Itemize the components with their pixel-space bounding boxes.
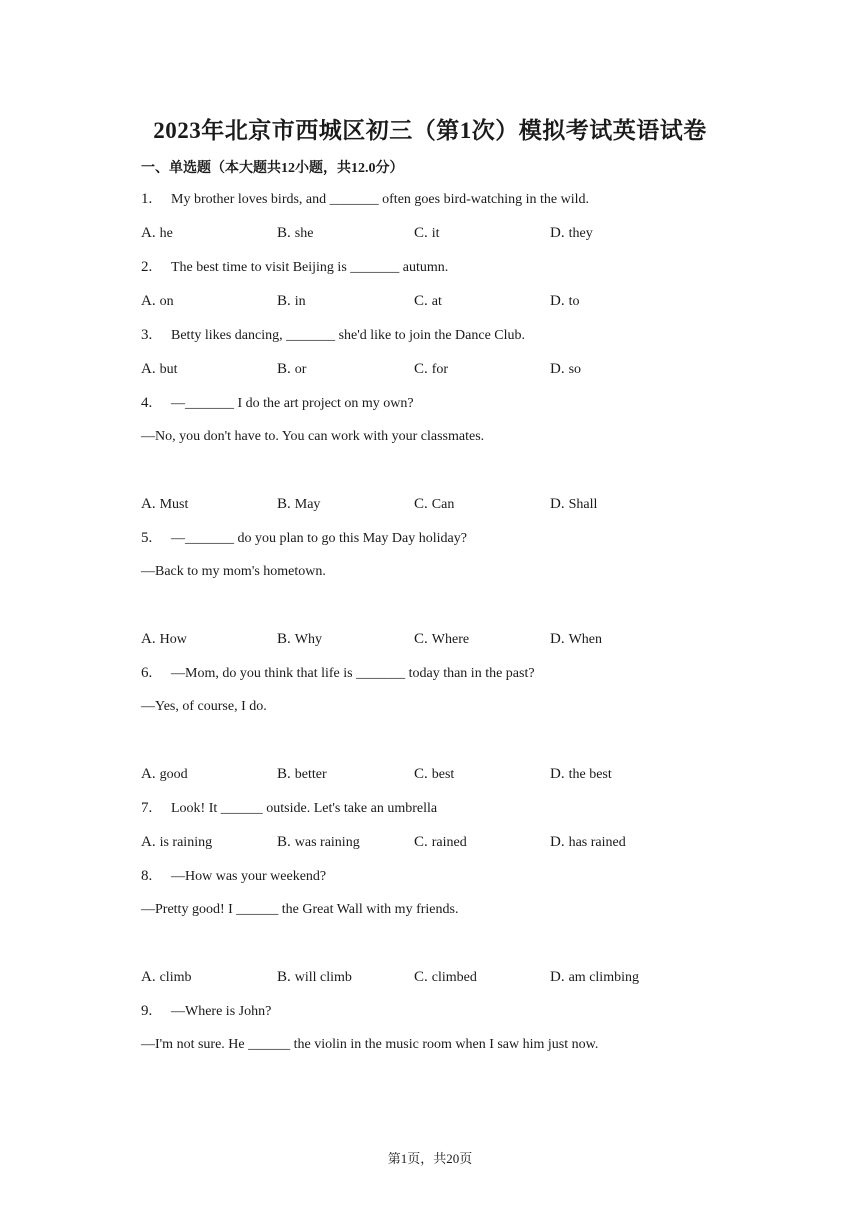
option-b: B. will climb	[277, 969, 352, 985]
options-2	[141, 293, 701, 313]
question-text: —_______ I do the art project on my own?	[171, 396, 414, 411]
option-d: D. When	[550, 631, 603, 647]
question-number: 9.	[141, 1003, 153, 1019]
option-d: D. Shall	[550, 496, 598, 512]
question-text: —_______ do you plan to go this May Day holiday?	[171, 531, 467, 546]
question-7	[141, 800, 437, 817]
question-8	[141, 868, 326, 885]
question-number: 1.	[141, 191, 153, 207]
option-a: A. good	[141, 766, 188, 782]
question-text: My brother loves birds, and _______ often goes bird-watching in the wild.	[171, 192, 589, 207]
question-6	[141, 665, 535, 682]
option-c: C. climbed	[414, 969, 477, 985]
option-c: C. it	[414, 225, 440, 241]
question-4	[141, 395, 414, 412]
question-text: The best time to visit Beijing is _______ autumn.	[171, 260, 449, 275]
option-b: B. better	[277, 766, 327, 782]
option-b: B. May	[277, 496, 321, 512]
option-d: D. has rained	[550, 834, 626, 850]
question-9	[141, 1003, 271, 1020]
question-3	[141, 327, 525, 344]
question-number: 3.	[141, 327, 153, 343]
dialogue-reply: —I'm not sure. He ______ the violin in the music room when I saw him just now.	[141, 1037, 599, 1052]
option-a: A. is raining	[141, 834, 213, 850]
option-d: D. to	[550, 293, 580, 309]
question-number: 2.	[141, 259, 153, 275]
option-c: C. best	[414, 766, 455, 782]
question-number: 5.	[141, 530, 153, 546]
option-c: C. for	[414, 361, 449, 377]
option-b: B. in	[277, 293, 306, 309]
options-3	[141, 361, 701, 381]
question-2	[141, 259, 448, 276]
option-b: B. Why	[277, 631, 322, 647]
option-c: C. Where	[414, 631, 470, 647]
option-d: D. am climbing	[550, 969, 639, 985]
question-number: 6.	[141, 665, 153, 681]
question-1	[141, 191, 589, 208]
option-d: D. so	[550, 361, 582, 377]
question-text: Look! It ______ outside. Let's take an umbrella	[171, 801, 438, 816]
page-title: 2023年北京市西城区初三（第1次）模拟考试英语试卷	[153, 118, 707, 143]
question-number: 4.	[141, 395, 153, 411]
options-8	[141, 969, 701, 989]
options-7	[141, 834, 701, 854]
option-b: B. was raining	[277, 834, 360, 850]
options-4	[141, 496, 701, 516]
option-a: A. on	[141, 293, 174, 309]
option-b: B. she	[277, 225, 314, 241]
dialogue-reply: —Yes, of course, I do.	[141, 699, 267, 714]
options-1	[141, 225, 701, 245]
option-d: D. they	[550, 225, 593, 241]
option-d: D. the best	[550, 766, 612, 782]
option-a: A. Must	[141, 496, 189, 512]
page-footer: 第1页，共20页	[387, 1151, 473, 1166]
option-c: C. Can	[414, 496, 455, 512]
option-a: A. but	[141, 361, 178, 377]
question-5	[141, 530, 467, 547]
option-a: A. he	[141, 225, 173, 241]
question-text: Betty likes dancing, _______ she'd like to join the Dance Club.	[171, 328, 526, 343]
dialogue-reply: —Back to my mom's hometown.	[141, 564, 326, 579]
option-a: A. How	[141, 631, 187, 647]
question-text: —How was your weekend?	[171, 869, 327, 884]
option-a: A. climb	[141, 969, 192, 985]
question-number: 8.	[141, 868, 153, 884]
section-heading: 一、单选题（本大题共12小题，共12.0分）	[141, 161, 404, 176]
question-text: —Where is John?	[171, 1004, 272, 1019]
dialogue-reply: —No, you don't have to. You can work with your classmates.	[141, 429, 485, 444]
option-c: C. rained	[414, 834, 467, 850]
options-5	[141, 631, 701, 651]
question-text: —Mom, do you think that life is _______ today than in the past?	[171, 666, 535, 681]
options-6	[141, 766, 701, 786]
question-number: 7.	[141, 800, 153, 816]
dialogue-reply: —Pretty good! I ______ the Great Wall with my friends.	[141, 902, 459, 917]
option-b: B. or	[277, 361, 307, 377]
option-c: C. at	[414, 293, 442, 309]
